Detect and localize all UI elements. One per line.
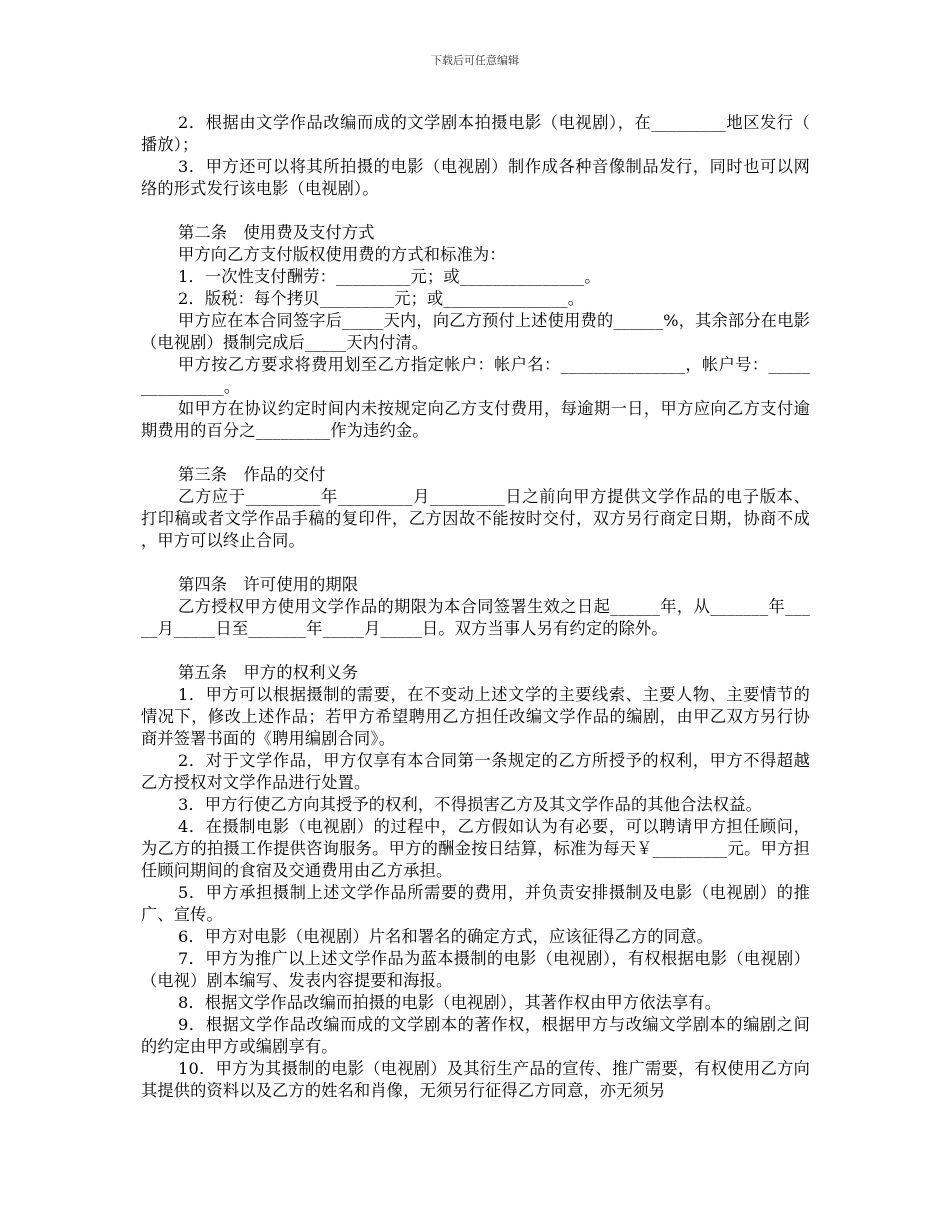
paragraph: 10．甲方为其摄制的电影（电视剧）及其衍生产品的宣传、推广需要，有权使用乙方向其提供的资料以及乙方的姓名和肖像，无须另行征得乙方同意，亦无须另 [141, 1059, 810, 1100]
article-title: 第五条 甲方的权利义务 [178, 663, 359, 682]
paragraph: 2．根据由文学作品改编而成的文学剧本拍摄电影（电视剧），在_________地区发行（播放）； [141, 113, 810, 154]
paragraph: 3．甲方还可以将其所拍摄的电影（电视剧）制作成各种音像制品发行，同时也可以网络的形式发行该电影（电视剧）。 [141, 157, 810, 198]
paragraph: 2．版税：每个拷贝_________元；或_______________。 [178, 289, 585, 308]
paragraph: 甲方应在本合同签字后_____天内，向乙方预付上述使用费的______%，其余部分在电影（电视剧）摄制完成后_____天内付清。 [141, 311, 810, 352]
paragraph: 8．根据文学作品改编而拍摄的电影（电视剧），其著作权由甲方依法享有。 [178, 993, 722, 1012]
paragraph: 6．甲方对电影（电视剧）片名和署名的确定方式，应该征得乙方的同意。 [178, 927, 713, 946]
paragraph: 乙方授权甲方使用文学作品的期限为本合同签署生效之日起______年，从_______年_____月_____日至_______年_____月_____日。双方当事人另有约定的除外。 [141, 597, 810, 638]
document-body [141, 112, 810, 1102]
paragraph-spacer [141, 640, 810, 662]
paragraph-spacer [141, 442, 810, 464]
paragraph: 1．甲方可以根据摄制的需要，在不变动上述文学的主要线索、主要人物、主要情节的情况下，修改上述作品；若甲方希望聘用乙方担任改编文学作品的编剧，由甲乙双方另行协商并签署书面的《聘用编剧合同》。 [141, 685, 810, 748]
paragraph: 如甲方在协议约定时间内未按规定向乙方支付费用，每逾期一日，甲方应向乙方支付逾期费用的百分之_________作为违约金。 [141, 399, 810, 440]
paragraph: 9．根据文学作品改编而成的文学剧本的著作权，根据甲方与改编文学剧本的编剧之间的约定由甲方或编剧享有。 [141, 1015, 810, 1056]
paragraph: 5．甲方承担摄制上述文学作品所需要的费用，并负责安排摄制及电影（电视剧）的推广、宣传。 [141, 883, 810, 924]
article-title: 第四条 许可使用的期限 [178, 575, 359, 594]
paragraph: 1．一次性支付酬劳：_________元；或_______________。 [178, 267, 601, 286]
article-title: 第三条 作品的交付 [178, 465, 326, 484]
paragraph: 3．甲方行使乙方向其授予的权利，不得损害乙方及其文学作品的其他合法权益。 [178, 795, 763, 814]
paragraph: 4．在摄制电影（电视剧）的过程中，乙方假如认为有必要，可以聘请甲方担任顾问，为乙方的拍摄工作提供咨询服务。甲方的酬金按日结算，标准为每天￥_________元。甲方担任顾问期间的食宿及交通费用由乙方承担。 [141, 817, 810, 880]
paragraph: 甲方按乙方要求将费用划至乙方指定帐户：帐户名：_______________，帐户号：_______________。 [141, 355, 810, 396]
paragraph-spacer [141, 552, 810, 574]
paragraph: 甲方向乙方支付版权使用费的方式和标准为： [178, 245, 506, 264]
page-header: 下载后可任意编辑 [431, 54, 519, 67]
paragraph: 2．对于文学作品，甲方仅享有本合同第一条规定的乙方所授予的权利，甲方不得超越乙方授权对文学作品进行处置。 [141, 751, 810, 792]
paragraph-spacer [141, 200, 810, 222]
article-title: 第二条 使用费及支付方式 [178, 223, 375, 242]
paragraph: 乙方应于_________年_________月_________日之前向甲方提供文学作品的电子版本、打印稿或者文学作品手稿的复印件，乙方因故不能按时交付，双方另行商定日期，协商不成，甲方可以终止合同。 [141, 487, 810, 550]
paragraph: 7．甲方为推广以上述文学作品为蓝本摄制的电影（电视剧），有权根据电影（电视剧）（电视）剧本编写、发表内容提要和海报。 [141, 949, 810, 990]
